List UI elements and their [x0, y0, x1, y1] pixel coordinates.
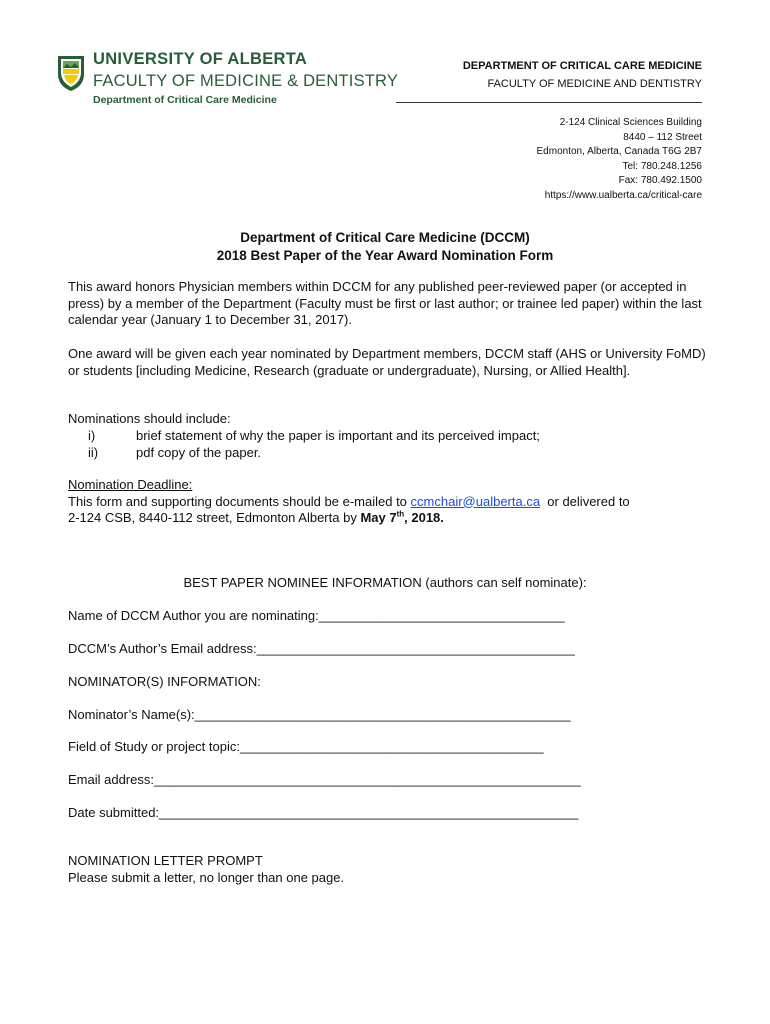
address-tel: Tel: 780.248.1256	[622, 160, 702, 172]
list-item-number: ii)	[88, 444, 99, 460]
list-item	[68, 428, 708, 445]
document-title	[0, 229, 770, 265]
letter-prompt-text: Please submit a letter, no longer than one page.	[68, 870, 345, 885]
deadline-line-1	[68, 494, 708, 511]
deadline-date	[360, 510, 443, 525]
deadline-line-2	[68, 510, 708, 527]
field-of-study-field[interactable]: Field of Study or project topic:__________________________________________	[68, 739, 544, 754]
title-line-2: 2018 Best Paper of the Year Award Nomination Form	[216, 248, 554, 263]
letterhead-faculty: FACULTY OF MEDICINE AND DENTISTRY	[487, 78, 702, 90]
deadline-text-3: 2-124 CSB, 8440-112 street, Edmonton Alberta by	[68, 510, 361, 525]
address-block	[537, 116, 702, 204]
list-item-number: i)	[88, 428, 96, 443]
include-list	[68, 428, 708, 461]
date-submitted-field[interactable]: Date submitted:__________________________________________________________	[68, 805, 579, 820]
deadline-date-suffix: th	[396, 509, 405, 519]
deadline-text-1: This form and supporting documents should be e-mailed to	[68, 493, 411, 509]
deadline-text-2: or delivered to	[540, 493, 630, 509]
logo-department-name: Department of Critical Care Medicine	[93, 94, 277, 106]
letter-prompt-heading: NOMINATION LETTER PROMPT	[68, 853, 263, 868]
address-website: https://www.ualberta.ca/critical-care	[544, 189, 702, 201]
deadline-date-year: , 2018.	[404, 510, 444, 525]
nominee-section-heading: BEST PAPER NOMINEE INFORMATION (authors can self nominate):	[183, 575, 587, 590]
list-item-text: brief statement of why the paper is important and its perceived impact;	[136, 428, 540, 443]
university-crest-icon	[56, 54, 86, 92]
intro-paragraph: This award honors Physician members within DCCM for any published peer-reviewed paper (or accepted in press) by a member of the Department (Faculty must be first or last author; or trainee led paper) within the last calendar year (January 1 to December 31, 2017).	[68, 279, 702, 327]
list-item	[68, 445, 708, 462]
chair-email-link[interactable]: ccmchair@ualberta.ca	[410, 493, 541, 509]
logo-faculty-name: FACULTY OF MEDICINE & DENTISTRY	[93, 72, 399, 90]
nominator-names-field[interactable]: Nominator’s Name(s):____________________________________________________	[68, 707, 571, 722]
letterhead-divider	[396, 102, 702, 103]
letterhead-department: DEPARTMENT OF CRITICAL CARE MEDICINE	[462, 60, 702, 72]
address-building: 2-124 Clinical Sciences Building	[559, 117, 702, 128]
address-street: 8440 – 112 Street	[623, 131, 702, 143]
logo-university-name: UNIVERSITY OF ALBERTA	[93, 50, 308, 68]
deadline-heading: Nomination Deadline:	[68, 477, 193, 492]
list-item-text: pdf copy of the paper.	[136, 444, 262, 460]
address-fax: Fax: 780.492.1500	[618, 175, 702, 187]
author-name-field[interactable]: Name of DCCM Author you are nominating:__________________________________	[68, 608, 565, 623]
author-email-field[interactable]: DCCM’s Author’s Email address:____________________________________________	[68, 641, 575, 656]
deadline-section	[68, 477, 708, 527]
letterhead	[463, 58, 702, 92]
title-line-1: Department of Critical Care Medicine (DCCM)	[240, 230, 530, 245]
university-logo	[56, 50, 399, 112]
email-address-field[interactable]: Email address:___________________________________________________________	[68, 772, 581, 787]
deadline-date-main: May 7	[360, 510, 397, 525]
nominator-section-heading: NOMINATOR(S) INFORMATION:	[68, 674, 261, 689]
include-heading: Nominations should include:	[68, 411, 231, 426]
eligibility-paragraph: One award will be given each year nominated by Department members, DCCM staff (AHS or University FoMD) or students [including Medicine, Research (graduate or undergraduate), Nursing, or Allied Health].	[68, 346, 706, 378]
address-city: Edmonton, Alberta, Canada T6G 2B7	[536, 146, 702, 158]
